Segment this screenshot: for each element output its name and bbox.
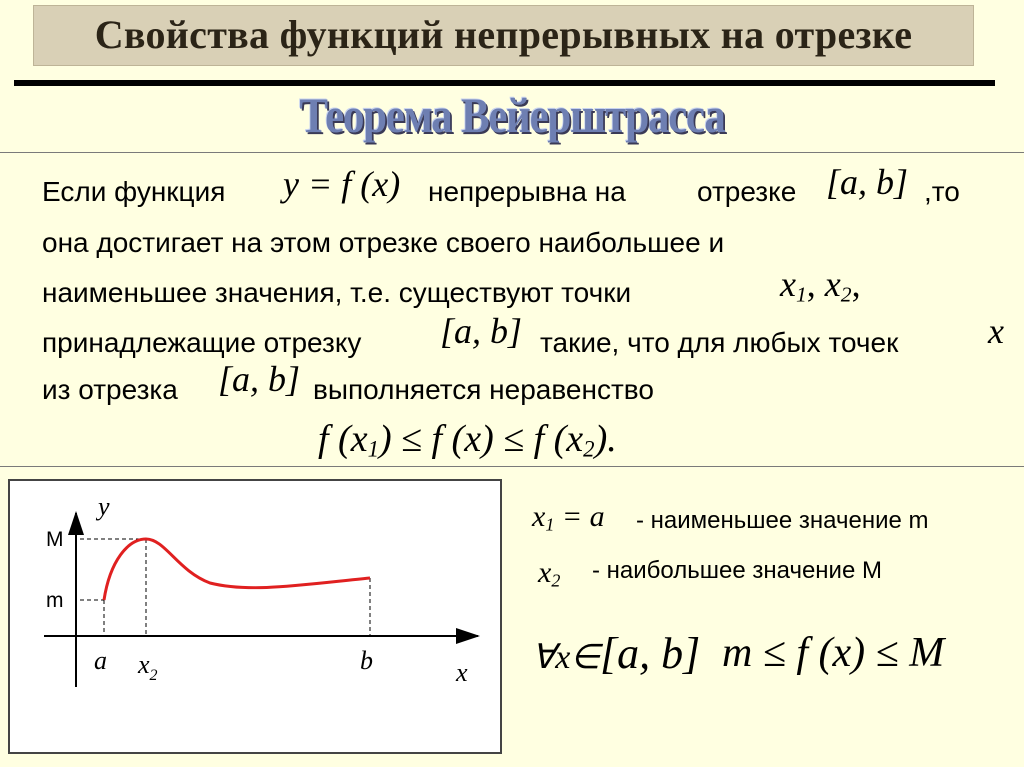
function-formula: y = f (x)	[283, 164, 401, 204]
note1-formula: $x_1 = a$	[532, 500, 605, 535]
statement-line3: наименьшее значения, т.е. существуют точки	[42, 277, 632, 308]
variable-x: x	[988, 311, 1004, 351]
interval-ab-3: [a, b]	[218, 359, 301, 399]
bound-inequality: m ≤ f (x) ≤ M	[722, 630, 945, 676]
a-label: a	[94, 646, 107, 675]
statement-line5: из отрезка	[42, 374, 178, 405]
x-axis-label: x	[456, 658, 468, 687]
statement-line2: она достигает на этом отрезке своего наибольшее и	[42, 227, 725, 258]
statement-line1-b: непрерывна на	[428, 176, 626, 207]
page-title: Свойства функций непрерывных на отрезке	[94, 12, 913, 57]
points-x1-x2: $x_1$, $x_2$,	[780, 264, 861, 307]
statement-line4: принадлежащие отрезку	[42, 327, 362, 358]
statement-line5-b: выполняется неравенство	[313, 374, 654, 405]
min-label: m	[46, 589, 64, 612]
statement-line1-d: ,то	[924, 176, 960, 207]
b-label: b	[360, 646, 373, 675]
function-graph	[10, 481, 500, 752]
y-axis-label: y	[98, 492, 110, 521]
section-divider-top	[0, 152, 1024, 153]
max-label: M	[46, 528, 64, 551]
statement-line1-a: Если функция	[42, 176, 226, 207]
interval-ab-2: [a, b]	[440, 311, 523, 351]
interval-ab-1: [a, b]	[826, 162, 909, 202]
function-curve	[104, 539, 370, 600]
main-inequality: f $(x_1) \le f$ (x) ≤ f $(x_2)$.	[318, 418, 617, 462]
note1-text: - наименьшее значение m	[636, 507, 929, 534]
section-divider-bottom	[0, 466, 1024, 467]
theorem-title: Теорема Вейерштрасса	[299, 87, 725, 143]
graph-panel	[8, 479, 502, 754]
note2-text: - наибольшее значение M	[592, 557, 882, 584]
forall-expression: ∀x∈[a, b]	[532, 629, 701, 678]
note2-formula: $x_2$	[538, 556, 561, 591]
statement-line1-c: отрезке	[697, 176, 797, 207]
statement-line4-b: такие, что для любых точек	[540, 327, 899, 358]
x2-label: $x_2$	[138, 650, 158, 684]
title-banner	[33, 5, 974, 66]
